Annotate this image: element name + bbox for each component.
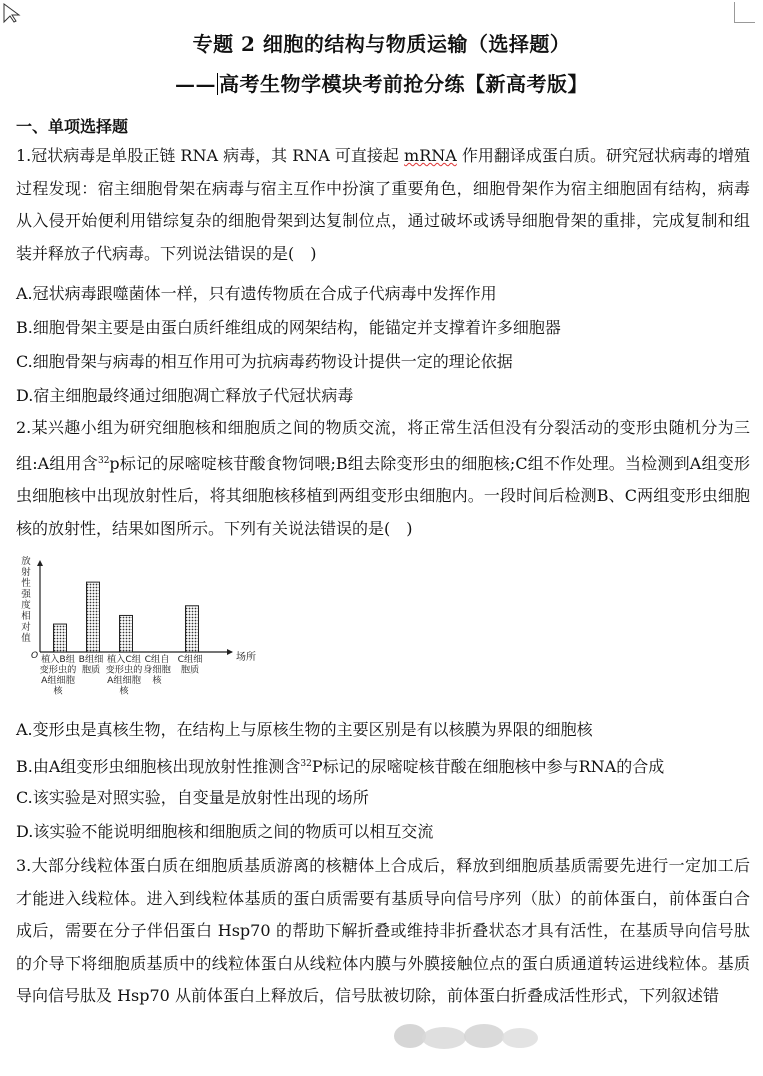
y-axis-label-char: 度 [21, 600, 31, 611]
tick-label-5: C组细 [177, 654, 203, 665]
q1-option-c: C.细胞骨架与病毒的相互作用可为抗病毒药物设计提供一定的理论依据 [16, 352, 513, 371]
watermark-stamp-icon [380, 1014, 550, 1054]
q1-option-b: B.细胞骨架主要是由蛋白质纤维组成的网架结构，能锚定并支撑着许多细胞器 [16, 318, 561, 337]
bar-3 [120, 615, 133, 652]
q2-option-b [16, 752, 756, 779]
tick-label-4: 核 [152, 675, 162, 686]
q1-option-d: D.宿主细胞最终通过细胞凋亡释放子代冠状病毒 [16, 386, 354, 405]
y-axis-arrow [37, 560, 43, 566]
tick-label-1: 植入B组 [41, 654, 75, 665]
document-subtitle [0, 68, 763, 97]
q1-text-a: 1.冠状病毒是单股正链 RNA 病毒，其 RNA 可直接起 [16, 146, 405, 165]
q2-option-b-post: P标记的尿嘧啶核苷酸在细胞核中参与RNA的合成 [311, 757, 665, 776]
tick-label-3: 核 [119, 685, 129, 697]
tick-label-5: 胞质 [180, 664, 200, 676]
subtitle-dash: —— [175, 72, 216, 96]
q2-option-c: C.该实验是对照实验，自变量是放射性出现的场所 [16, 788, 369, 807]
tick-label-1: A组细胞 [41, 675, 75, 686]
q1-text-b: 作用翻译成蛋白质。研究冠状病毒的增殖过程发现：宿主细胞骨架在病毒与宿主互作中扮演了重要角色，细胞骨架作为宿主细胞固有结构，病毒从入侵开始便利用错综复杂的细胞骨架到达复制位点，通过破坏或诱导细胞骨架的重排，完成复制和组装并释放子代病毒。下列说法错误的是( ) [16, 146, 750, 263]
q2-text-a: 2.某兴趣小组为研究细胞核和细胞质之间的物质交流，将正常生活但没有分裂活动的变形虫随机分为三组:A组用含 [16, 418, 750, 473]
corner-mark-icon [2, 2, 24, 24]
x-axis-label: 场所 [236, 652, 256, 663]
tick-label-4: 身细胞 [143, 664, 171, 676]
q2-text-b: p标记的尿嘧啶核苷酸食物饲喂;B组去除变形虫的细胞核;C组不作处理。当检测到A组变形虫细胞核中出现放射性后，将其细胞核移植到两组变形虫细胞内。一段时间后检测B、C两组变形虫细胞核的放射性，结果如图所示。下列有关说法错误的是( ) [16, 453, 750, 538]
question-2-stem [16, 412, 750, 545]
subtitle-text: 高考生物学模块考前抢分练【新高考版】 [219, 72, 588, 96]
origin-label: O [31, 651, 39, 661]
text-cursor [217, 73, 218, 95]
y-axis-label-char: 对 [21, 622, 31, 633]
q1-option-a: A.冠状病毒跟噬菌体一样，只有遗传物质在合成子代病毒中发挥作用 [16, 284, 497, 303]
tick-label-3: 植入C组 [107, 654, 141, 665]
y-axis-label-char: 强 [21, 589, 31, 600]
tick-label-2: B组细 [78, 654, 104, 665]
y-axis-label-char: 值 [21, 633, 31, 644]
question-3-stem: 3.大部分线粒体蛋白质在细胞质基质游离的核糖体上合成后，释放到细胞质基质需要先进行一定加工后才能进入线粒体。进入到线粒体基质的蛋白质需要有基质导向信号序列（肽）的前体蛋白，前体蛋白合成后，需要在分子伴侣蛋白 Hsp70 的帮助下解折叠或维持非折叠状态才具有活性，在基质导向信号肽的介导下将细胞质基质中的线粒体蛋白从线粒体内膜与外膜接触位点的蛋白质通道转运进线粒体。基质导向信号肽及 Hsp70 从前体蛋白上释放后，信号肽被切除，前体蛋白折叠成活性形式，下列叙述错 [16, 856, 750, 1005]
q2-superscript: 32 [97, 455, 110, 466]
tick-label-2: 胞质 [81, 664, 101, 676]
q1-mrna-term: mRNA [404, 146, 457, 165]
bar-1 [54, 624, 67, 652]
bar-2 [87, 582, 100, 652]
tick-label-1: 核 [53, 685, 63, 697]
section-heading: 一、单项选择题 [16, 117, 129, 136]
radioactivity-bar-chart [14, 556, 274, 706]
q2-option-d: D.该实验不能说明细胞核和细胞质之间的物质可以相互交流 [16, 822, 434, 841]
y-axis-label-char: 相 [21, 611, 31, 622]
q2-option-a: A.变形虫是真核生物，在结构上与原核生物的主要区别是有以核膜为界限的细胞核 [16, 720, 593, 739]
question-1-stem [16, 140, 750, 270]
x-axis-arrow [227, 649, 233, 655]
tick-label-4: C组自 [144, 654, 170, 665]
tick-label-3: A组细胞 [107, 675, 141, 686]
bar-5 [186, 606, 199, 652]
y-axis-label-char: 性 [21, 578, 31, 589]
y-axis-label-char: 射 [21, 567, 31, 578]
q2-option-b-pre: B.由A组变形虫细胞核出现放射性推测含 [16, 757, 301, 776]
y-axis-label-char: 放 [21, 556, 31, 567]
q2-option-b-sup: 32 [300, 759, 312, 769]
document-title: 专题 2 细胞的结构与物质运输（选择题） [192, 32, 571, 56]
tick-label-1: 变形虫的 [39, 664, 77, 676]
tick-label-3: 变形虫的 [105, 664, 143, 676]
page-corner-icon [734, 2, 755, 23]
